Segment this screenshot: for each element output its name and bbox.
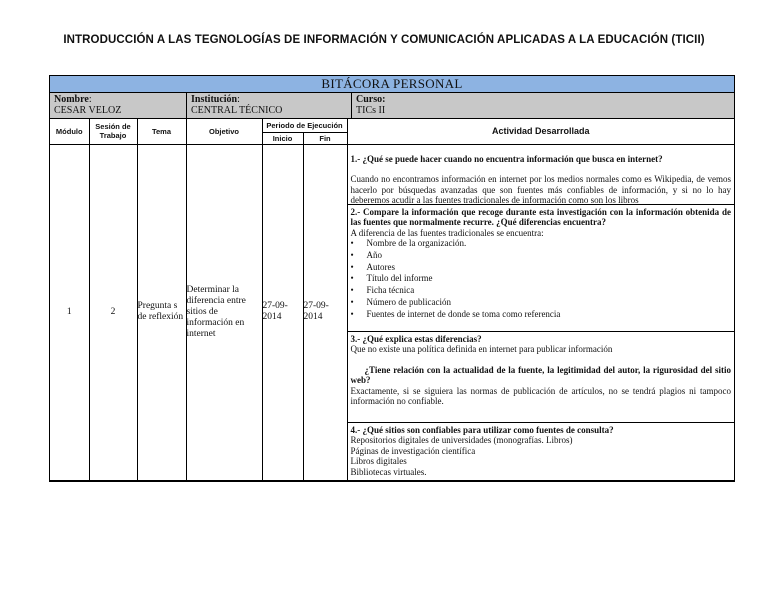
activity-4-line: Bibliotecas virtuales. [350, 466, 427, 477]
list-item: • Título del informe [367, 273, 732, 285]
curso-label: Curso: [356, 94, 386, 105]
list-item: • Autores [367, 262, 732, 274]
institucion-value: CENTRAL TÉCNICO [191, 105, 283, 116]
tema-cell: Pregunta s de reflexión [137, 144, 186, 481]
activity-4-line: Páginas de investigación científica [350, 445, 476, 456]
activity-4 [348, 423, 735, 481]
activity-1 [348, 145, 735, 205]
inicio-cell: 27-09-2014 [262, 144, 303, 481]
curso-cell [352, 93, 734, 118]
activity-4-question: 4.- ¿Qué sitios son confiables para utilizar como fuentes de consulta? [350, 424, 614, 435]
activity-3-question-2: ¿Tiene relación con la actualidad de la fuente, la legitimidad del autor, la rigurosidad del sitio web? [350, 364, 731, 385]
header-fin: Fin [303, 132, 347, 144]
activity-3-answer: Que no existe una política definida en internet para publicar información [350, 344, 613, 354]
info-row [50, 93, 734, 119]
activity-cell [347, 144, 734, 481]
source-list [351, 238, 732, 321]
document-title: INTRODUCCIÓN A LAS TEGNOLOGÍAS DE INFORMACIÓN Y COMUNICACIÓN APLICADAS A LA EDUCACIÓN (TICII) [63, 34, 705, 46]
nombre-label: Nombre [54, 94, 89, 105]
activity-2-question: 2.- Compare la información que recoge durante esta investigación con la información obtenida de las fuentes que normalmente recurre. ¿Qué diferencias encuentra? [350, 206, 731, 227]
log-sheet [49, 75, 735, 482]
fin-cell: 27-09-2014 [303, 144, 347, 481]
nombre-cell: Nombre: CESAR VELOZ [50, 93, 187, 118]
activity-2-intro: A diferencia de las fuentes tradicionales se encuentra: [350, 227, 544, 238]
nombre-value: CESAR VELOZ [54, 105, 122, 116]
header-actividad: Actividad Desarrollada [347, 119, 734, 144]
list-item: • Nombre de la organización. [367, 238, 732, 250]
activity-3-question: 3.- ¿Qué explica estas diferencias? [350, 333, 482, 344]
activity-3 [348, 332, 735, 423]
activity-1-answer: Cuando no encontramos información en internet por los medios normales como es Wikipedia, de vemos hacerlo por búsquedas avanzadas que son fuentes más confiables de información, y si no lo hay deberemos acudir a las fuentes tradicionales de información como son los libros [350, 174, 731, 205]
header-tema: Tema [137, 119, 186, 144]
sesion-cell: 2 [89, 144, 137, 481]
log-table [50, 119, 734, 481]
header-periodo: Periodo de Ejecución [262, 119, 347, 132]
activity-2 [348, 205, 735, 332]
list-item: • Año [367, 250, 732, 262]
list-item: • Fuentes de internet de donde se toma como referencia [367, 309, 732, 321]
header-sesion: Sesión de Trabajo [89, 119, 137, 144]
modulo-cell: 1 [50, 144, 89, 481]
table-row [50, 144, 734, 481]
activity-4-line: Libros digitales [350, 456, 407, 466]
list-item: • Número de publicación [367, 297, 732, 309]
activity-1-question: 1.- ¿Qué se puede hacer cuando no encuentra información que busca en internet? [350, 153, 663, 164]
activity-4-line: Repositorios digitales de universidades (monografías. Libros) [350, 435, 573, 445]
log-banner: BITÁCORA PERSONAL [50, 76, 734, 93]
activity-3-answer-2: Exactamente, si se siguiera las normas de publicación de artículos, no se tendrá plagios ni tampoco información no confiable. [350, 385, 731, 406]
header-modulo: Módulo [50, 119, 89, 144]
institucion-cell: Institución: CENTRAL TÉCNICO [187, 93, 352, 118]
institucion-label: Institución [191, 94, 238, 105]
objetivo-cell: Determinar la diferencia entre sitios de información en internet [186, 144, 262, 481]
curso-value: TICs II [356, 105, 386, 116]
list-item: • Ficha técnica [367, 285, 732, 297]
header-objetivo: Objetivo [186, 119, 262, 144]
header-inicio: Inicio [262, 132, 303, 144]
